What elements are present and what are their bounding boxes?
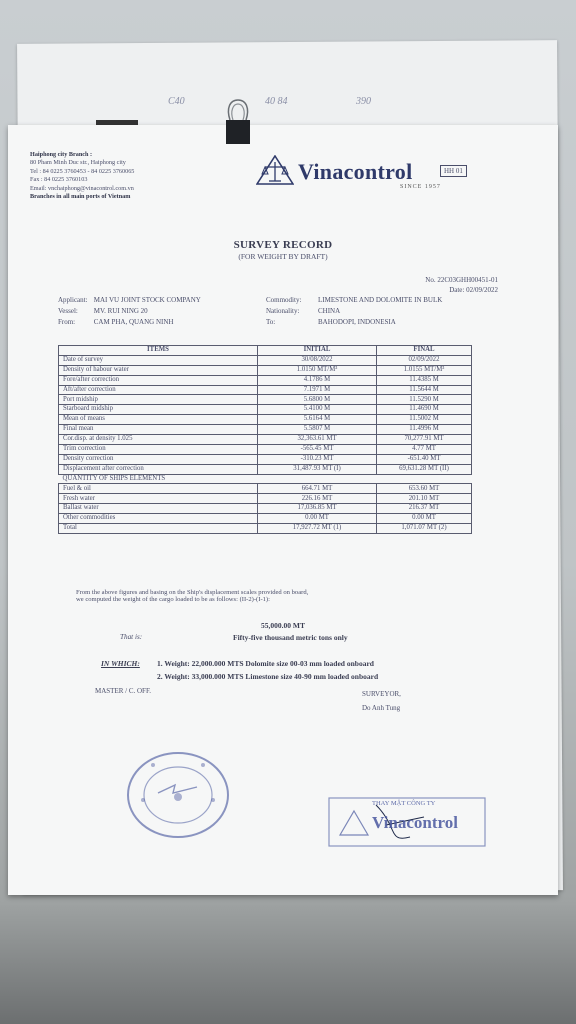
commodity-label: Commodity:	[266, 296, 302, 304]
table-row	[59, 405, 472, 415]
ship-element-rows	[59, 484, 472, 533]
cell-initial: 17,927.72 MT (1)	[258, 524, 377, 534]
cell-item: Mean of means	[59, 415, 258, 425]
cell-item: Fuel & oil	[59, 484, 258, 494]
cell-final: 0.00 MT	[377, 514, 472, 524]
note-line-2: we computed the weight of the cargo loaded to be as follows: (II-2)-(I-1):	[76, 596, 270, 604]
cell-initial: 1.0150 MT/M³	[258, 365, 377, 375]
nationality-value: CHINA	[318, 307, 341, 315]
survey-rows	[59, 355, 472, 474]
nationality-label: Nationality:	[266, 307, 300, 315]
cell-final: 1,071.07 MT (2)	[377, 524, 472, 534]
survey-table	[58, 345, 472, 534]
company-seal	[328, 797, 486, 847]
table-row	[59, 395, 472, 405]
survey-document	[8, 125, 558, 895]
surveyor-label: SURVEYOR,	[362, 690, 401, 698]
table-header-row	[59, 346, 472, 356]
to-value: BAHODOPI, INDONESIA	[318, 318, 396, 326]
cell-initial: 5.6164 M	[258, 415, 377, 425]
cell-item: Final mean	[59, 425, 258, 435]
cell-initial: 226.16 MT	[258, 494, 377, 504]
table-row	[59, 365, 472, 375]
column-header-items: ITEMS	[59, 346, 258, 356]
cell-item: Aft/after correction	[59, 385, 258, 395]
seal-caption: THAY MẶT CÔNG TY	[372, 800, 436, 807]
column-header-final: FINAL	[377, 346, 472, 356]
cell-initial: 30/08/2022	[258, 355, 377, 365]
cell-item: Fore/after correction	[59, 375, 258, 385]
table-row	[59, 355, 472, 365]
cell-final: 11.4690 M	[377, 405, 472, 415]
table-row	[59, 514, 472, 524]
handwritten-note: 40 84	[265, 96, 288, 107]
branches-note: Branches in all main ports of Vietnam	[30, 193, 131, 201]
table-row	[59, 454, 472, 464]
cell-final: 70,277.91 MT	[377, 435, 472, 445]
weight-in-words: Fifty-five thousand metric tons only	[233, 633, 348, 642]
table-row	[59, 504, 472, 514]
cell-final: 11.4385 M	[377, 375, 472, 385]
cell-final: 653.60 MT	[377, 484, 472, 494]
branch-email: Email: vnchaiphong@vinacontrol.com.vn	[30, 184, 134, 192]
calculation-note	[76, 589, 308, 604]
vessel-value: MV. RUI NING 20	[93, 307, 148, 315]
seal-company-name: Vinacontrol	[372, 813, 458, 832]
branch-title: Haiphong city Branch :	[30, 151, 93, 158]
cell-item: Total	[59, 524, 258, 534]
surveyor-block	[362, 687, 401, 715]
cell-initial: 0.00 MT	[258, 514, 377, 524]
cell-initial: 4.1786 M	[258, 375, 377, 385]
cell-initial: 32,363.61 MT	[258, 435, 377, 445]
note-line-1: From the above figures and basing on the Ship's displacement scales provided on board,	[76, 589, 309, 596]
cell-item: Density of habour water	[59, 365, 258, 375]
cell-initial: 5.5807 M	[258, 425, 377, 435]
document-reference	[425, 275, 498, 295]
cell-final: -651.40 MT	[377, 454, 472, 464]
document-title: SURVEY RECORD	[233, 239, 333, 251]
cell-initial: -565.45 MT	[258, 444, 377, 454]
cell-item: Trim correction	[59, 444, 258, 454]
cell-final: 11.5644 M	[377, 385, 472, 395]
cell-final: 4.77 MT	[377, 444, 472, 454]
table-row	[59, 435, 472, 445]
cell-final: 1.0155 MT/M³	[377, 365, 472, 375]
branch-tel: Tel : 84 0225 3760453 - 84 0225 3760065	[30, 167, 135, 175]
binder-clip-icon	[224, 98, 252, 146]
from-label: From:	[58, 318, 76, 326]
handwritten-note: C40	[168, 96, 185, 107]
applicant-value: MAI VU JOINT STOCK COMPANY	[93, 296, 201, 304]
scale-logo-icon	[256, 155, 294, 185]
table-row	[59, 415, 472, 425]
to-label: To:	[266, 318, 276, 326]
table-row	[59, 464, 472, 474]
cell-item: Displacement after correction	[59, 464, 258, 474]
logo-name: Vinacontrol	[298, 159, 413, 184]
table-row	[59, 484, 472, 494]
cell-initial: 17,036.85 MT	[258, 504, 377, 514]
table-row	[59, 425, 472, 435]
table-row	[59, 385, 472, 395]
document-date: Date: 02/09/2022	[449, 286, 498, 294]
logo-since: SINCE 1957	[400, 184, 441, 190]
form-code: HH 01	[440, 165, 467, 177]
table-row	[59, 375, 472, 385]
branch-header	[30, 151, 134, 201]
cell-item: Other commodities	[59, 514, 258, 524]
master-signature-label: MASTER / C. OFF.	[95, 687, 152, 695]
cell-initial: 31,487.93 MT (I)	[258, 464, 377, 474]
branch-address: 80 Pham Minh Duc str., Haiphong city	[30, 159, 126, 167]
cell-initial: -310.23 MT	[258, 454, 377, 464]
handwritten-note: 390	[356, 96, 371, 107]
cell-item: Cor.disp. at density 1.025	[59, 435, 258, 445]
cell-initial: 7.1971 M	[258, 385, 377, 395]
cell-item: Starboard midship	[59, 405, 258, 415]
cell-item: Date of survey	[59, 355, 258, 365]
table-row	[59, 444, 472, 454]
that-is-label: That is:	[120, 633, 143, 641]
commodity-value: LIMESTONE AND DOLOMITE IN BULK	[318, 296, 443, 304]
cell-initial: 5.6800 M	[258, 395, 377, 405]
cell-final: 02/09/2022	[377, 355, 472, 365]
cell-item: Ballast water	[59, 504, 258, 514]
in-which-label: IN WHICH:	[101, 659, 140, 668]
vessel-label: Vessel:	[58, 307, 78, 315]
company-logo	[256, 155, 463, 190]
section-title: QUANTITY OF SHIPS ELEMENTS	[59, 474, 472, 484]
from-value: CAM PHA, QUANG NINH	[93, 318, 174, 326]
column-header-initial: INITIAL	[258, 346, 377, 356]
cell-initial: 664.71 MT	[258, 484, 377, 494]
cell-final: 216.37 MT	[377, 504, 472, 514]
table-row	[59, 494, 472, 504]
applicant-label: Applicant:	[58, 296, 88, 304]
surveyor-name: Do Anh Tung	[362, 704, 401, 712]
vessel-round-stamp-icon	[123, 745, 233, 840]
weight-line-1: 1. Weight: 22,000.000 MTS Dolomite size 00-03 mm loaded onboard	[157, 659, 374, 668]
cell-initial: 5.4100 M	[258, 405, 377, 415]
cell-item: Density correction	[59, 454, 258, 464]
cell-final: 11.4996 M	[377, 425, 472, 435]
section-row	[59, 474, 472, 484]
table-row	[59, 524, 472, 534]
cell-final: 11.5002 M	[377, 415, 472, 425]
branch-fax: Fax : 84 0225 3760103	[30, 176, 88, 184]
document-subtitle: (FOR WEIGHT BY DRAFT)	[238, 252, 328, 261]
weight-line-2: 2. Weight: 33,000.000 MTS Limestone size 40-90 mm loaded onboard	[157, 672, 379, 681]
cell-item: Port midship	[59, 395, 258, 405]
cell-final: 69,631.28 MT (II)	[377, 464, 472, 474]
shipment-info-right	[266, 295, 442, 328]
cell-final: 201.10 MT	[377, 494, 472, 504]
shipment-info-left	[58, 295, 201, 328]
document-number: No. 22C03GHH00451-01	[425, 276, 498, 284]
cell-final: 11.5290 M	[377, 395, 472, 405]
cell-item: Fresh water	[59, 494, 258, 504]
total-cargo-weight: 55,000.00 MT	[261, 621, 305, 630]
